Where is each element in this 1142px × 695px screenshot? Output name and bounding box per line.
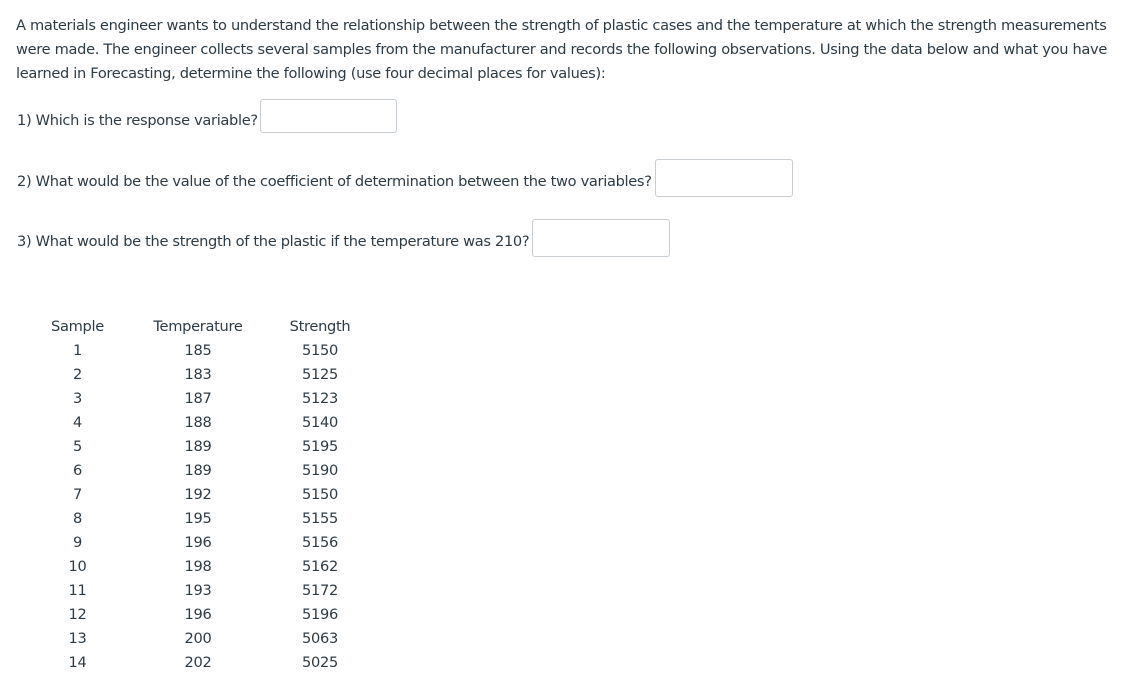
cell-strength: 5172 [302,582,338,599]
cell-temperature: 198 [184,558,212,575]
cell-strength: 5162 [302,558,338,575]
cell-strength: 5123 [302,390,338,407]
cell-sample: 13 [68,630,87,647]
table-row [40,531,359,555]
header-sample: Sample [51,318,104,335]
cell-strength: 5140 [302,414,338,431]
question-1-answer-input[interactable] [260,99,397,133]
question-2-answer-input[interactable] [655,159,793,197]
cell-sample: 1 [73,342,82,359]
cell-sample: 8 [73,510,82,527]
cell-strength: 5195 [302,438,338,455]
table-row [40,483,359,507]
header-strength: Strength [289,318,351,335]
table-row [40,603,359,627]
cell-sample: 9 [73,534,82,551]
question-1-label: 1) Which is the response variable? [17,112,258,129]
data-table [40,315,359,675]
cell-temperature: 193 [184,582,212,599]
cell-sample: 11 [68,582,87,599]
table-body [40,339,359,675]
table-row [40,411,359,435]
cell-strength: 5190 [302,462,338,479]
table-row [40,627,359,651]
cell-strength: 5025 [302,654,338,671]
cell-sample: 4 [73,414,82,431]
cell-temperature: 187 [184,390,212,407]
cell-temperature: 192 [184,486,212,503]
cell-strength: 5063 [302,630,338,647]
table-row [40,651,359,675]
cell-sample: 7 [73,486,82,503]
cell-strength: 5155 [302,510,338,527]
cell-strength: 5196 [302,606,338,623]
table-header-row [40,315,359,339]
table-row [40,579,359,603]
cell-temperature: 189 [184,462,212,479]
cell-strength: 5156 [302,534,338,551]
cell-strength: 5150 [302,342,338,359]
cell-sample: 2 [73,366,82,383]
question-3-answer-input[interactable] [532,219,670,257]
problem-statement: A materials engineer wants to understand the relationship between the strength of plastic cases and the temperature at which the strength measurements were made. The engineer collects several samples from the manufacturer and records the following observations. Using the data below and what you have learned in Forecasting, determine the following (use four decimal places for values): [16,17,1107,82]
cell-temperature: 196 [184,534,212,551]
cell-strength: 5125 [302,366,338,383]
cell-temperature: 202 [184,654,212,671]
cell-temperature: 195 [184,510,212,527]
table-row [40,363,359,387]
cell-sample: 10 [68,558,87,575]
cell-sample: 5 [73,438,82,455]
cell-temperature: 200 [184,630,212,647]
table-row [40,435,359,459]
cell-temperature: 185 [184,342,212,359]
cell-temperature: 188 [184,414,212,431]
table-row [40,339,359,363]
cell-temperature: 183 [184,366,212,383]
question-2-label: 2) What would be the value of the coefficient of determination between the two variables? [17,173,652,190]
question-3-label: 3) What would be the strength of the plastic if the temperature was 210? [17,233,530,250]
table-row [40,507,359,531]
table-row [40,459,359,483]
cell-strength: 5150 [302,486,338,503]
cell-sample: 3 [73,390,82,407]
cell-temperature: 196 [184,606,212,623]
table-row [40,387,359,411]
header-temperature: Temperature [153,318,243,335]
cell-temperature: 189 [184,438,212,455]
cell-sample: 14 [68,654,87,671]
cell-sample: 6 [73,462,82,479]
table-row [40,555,359,579]
cell-sample: 12 [68,606,87,623]
